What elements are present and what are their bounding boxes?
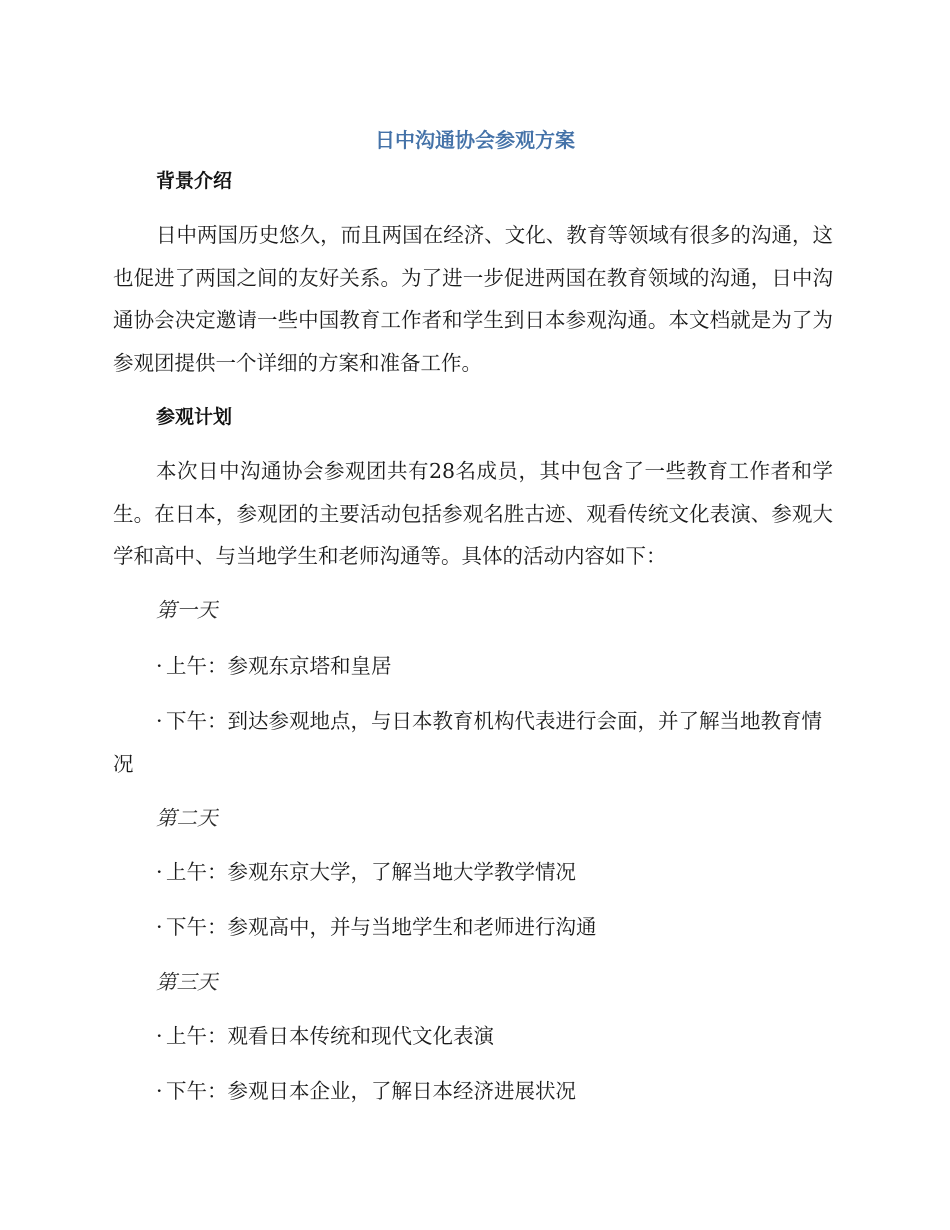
document-title: 日中沟通协会参观方案: [375, 128, 575, 152]
list-item-text: 下午：参观日本企业，了解日本经济进展状况: [166, 1079, 576, 1103]
list-item: [113, 645, 833, 688]
list-item-text: 上午：观看日本传统和现代文化表演: [166, 1024, 494, 1048]
section-heading-background: 背景介绍: [156, 170, 233, 192]
list-item: [113, 1070, 833, 1113]
background-paragraph: 日中两国历史悠久，而且两国在经济、文化、教育等领域有很多的沟通，这也促进了两国之间的友好关系。为了进一步促进两国在教育领域的沟通，日中沟通协会决定邀请一些中国教育工作者和学生到日本参观沟通。本文档就是为了为参观团提供一个详细的方案和准备工作。: [113, 223, 833, 375]
bullet-icon: ·: [156, 1024, 163, 1048]
list-item-text: 下午：参观高中，并与当地学生和老师进行沟通: [166, 915, 597, 939]
list-item: [113, 700, 833, 785]
list-item-text: 下午：到达参观地点，与日本教育机构代表进行会面，并了解当地教育情况: [113, 709, 822, 776]
day-label-3: 第三天: [156, 970, 218, 994]
bullet-icon: ·: [156, 915, 163, 939]
bullet-icon: ·: [156, 709, 163, 733]
bullet-icon: ·: [156, 654, 163, 678]
list-item: [113, 1015, 833, 1058]
list-item-text: 上午：参观东京塔和皇居: [166, 654, 392, 678]
list-item-text: 上午：参观东京大学，了解当地大学教学情况: [166, 860, 576, 884]
day-label-2: 第二天: [156, 806, 218, 830]
list-item: [113, 851, 833, 894]
list-item: [113, 906, 833, 949]
bullet-icon: ·: [156, 1079, 163, 1103]
bullet-icon: ·: [156, 860, 163, 884]
plan-paragraph: 本次日中沟通协会参观团共有28名成员，其中包含了一些教育工作者和学生。在日本，参观团的主要活动包括参观名胜古迹、观看传统文化表演、参观大学和高中、与当地学生和老师沟通等。具体的活动内容如下：: [113, 459, 833, 568]
day-label-1: 第一天: [156, 598, 218, 622]
section-heading-plan: 参观计划: [156, 406, 233, 428]
